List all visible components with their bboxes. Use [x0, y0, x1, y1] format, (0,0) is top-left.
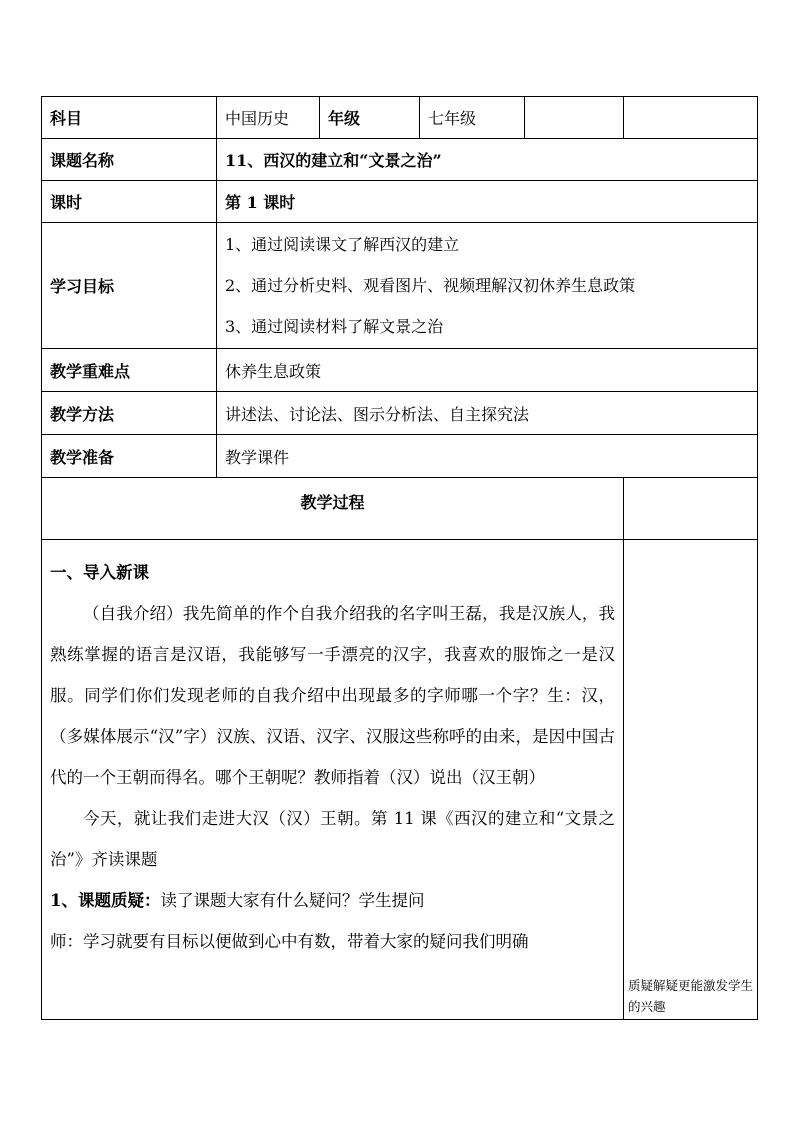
- subject-value: 中国历史: [217, 97, 320, 139]
- objectives-list: [217, 223, 758, 349]
- design-note-cell: [624, 540, 758, 1020]
- topic-paragraph: 今天，就让我们走进大汉（汉）王朝。第 11 课《西汉的建立和“文景之治”》齐读课题: [50, 809, 615, 869]
- process-title: 教学过程: [42, 478, 624, 540]
- question-paragraph: [50, 880, 615, 921]
- lesson-plan-table: [41, 96, 758, 1020]
- prep-value: 教学课件: [217, 435, 758, 478]
- row-process-body: [42, 540, 758, 1020]
- empty-cell: [624, 97, 758, 139]
- period-value: 第 1 课时: [217, 181, 758, 223]
- question-text: 读了课题大家有什么疑问？学生提问: [160, 891, 425, 910]
- method-value: 讲述法、讨论法、图示分析法、自主探究法: [217, 392, 758, 435]
- row-prep: [42, 435, 758, 478]
- question-label: 1、课题质疑：: [50, 891, 161, 910]
- period-label: 课时: [42, 181, 217, 223]
- intro-paragraph: （自我介绍）我先简单的作个自我介绍我的名字叫王磊，我是汉族人，我熟练掌握的语言是汉语，我能够写一手漂亮的汉字，我喜欢的服饰之一是汉服。同学们你们发现老师的自我介绍中出现最多的字师哪一个字？生：汉，（多媒体展示“汉”字）汉族、汉语、汉字、汉服这些称呼的由来，是因中国古代的一个王朝而得名。哪个王朝呢？教师指着（汉）说出（汉王朝）: [50, 604, 615, 787]
- design-note: 质疑解疑更能激发学生的兴趣: [628, 978, 754, 1014]
- objective-item: 2、通过分析史料、观看图片、视频理解汉初休养生息政策: [225, 276, 636, 295]
- section-heading: 一、导入新课: [50, 563, 149, 582]
- objective-item: 3、通过阅读材料了解文景之治: [225, 317, 444, 336]
- key-label: 教学重难点: [42, 349, 217, 392]
- row-topic: [42, 139, 758, 181]
- grade-value: 七年级: [420, 97, 525, 139]
- prep-label: 教学准备: [42, 435, 217, 478]
- objective-item: 1、通过阅读课文了解西汉的建立: [225, 235, 460, 254]
- topic-value: 11、西汉的建立和“文景之治”: [217, 139, 758, 181]
- row-method: [42, 392, 758, 435]
- row-process-header: [42, 478, 758, 540]
- empty-cell: [624, 478, 758, 540]
- row-objectives: [42, 223, 758, 349]
- grade-label: 年级: [320, 97, 420, 139]
- method-label: 教学方法: [42, 392, 217, 435]
- row-subject: [42, 97, 758, 139]
- objectives-label: 学习目标: [42, 223, 217, 349]
- row-key: [42, 349, 758, 392]
- subject-label: 科目: [42, 97, 217, 139]
- empty-cell: [525, 97, 624, 139]
- teacher-paragraph: 师：学习就要有目标以便做到心中有数，带着大家的疑问我们明确: [50, 932, 529, 951]
- row-period: [42, 181, 758, 223]
- topic-label: 课题名称: [42, 139, 217, 181]
- key-value: 休养生息政策: [217, 349, 758, 392]
- lesson-content: [42, 540, 624, 1020]
